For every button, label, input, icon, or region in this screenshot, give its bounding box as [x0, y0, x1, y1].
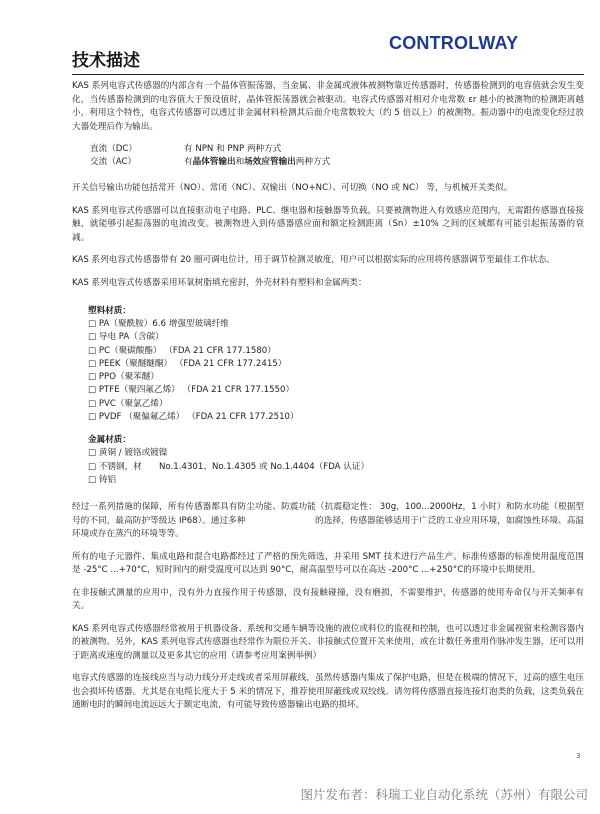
list-item: □ 不锈钢，材 No.1.4301、No.1.4305 或 No.1.4404（FDA 认证） — [88, 461, 370, 472]
plastic-materials — [88, 304, 584, 424]
mode-desc-bold: 场效应管输出 — [244, 157, 296, 167]
plastic-title: 塑料材质： — [88, 306, 131, 316]
list-item: □ PEEK（聚醚醚酮） （FDA 21 CFR 177.2415） — [88, 358, 287, 369]
mode-row-ac — [90, 156, 584, 169]
metal-materials — [88, 433, 584, 487]
mode-desc-text: 和 — [235, 157, 245, 167]
mode-label: 直流（DC） — [90, 144, 137, 154]
list-item: □ PTFE（聚四氟乙烯） （FDA 21 CFR 177.1550） — [88, 385, 295, 396]
mode-desc-bold: 晶体管输出 — [192, 157, 236, 167]
list-item: □ 铸铝 — [88, 474, 117, 485]
metal-title: 金属材质： — [88, 435, 131, 446]
paragraph-lifetime: 在非接触式测量的应用中，没有外力直接作用于传感器，没有接触碰撞，没有磨损，不需要维护，传感器的使用寿命仅与开关频率有关。 — [72, 587, 584, 612]
paragraph-protection: 经过一系列措施的保障，所有传感器都具有防尘功能、防震功能（抗震稳定性： 30g，100...2000Hz，1 小时）和防水功能（根据型号的不同，最高防护等级达 IP68）。通过多种 的选择，传感器能够适用于广泛的工业应用环境，如腐蚀性环境、高温环境或存在蒸汽的环境等等。 — [72, 502, 584, 540]
page-title: 技术描述 — [72, 51, 140, 71]
mode-label: 交流（AC） — [90, 157, 137, 167]
list-item: □ PVDF （聚偏氟乙烯） （FDA 21 CFR 177.2510） — [88, 412, 299, 423]
page-number: 3 — [576, 752, 581, 760]
paragraph-applications: KAS 系列电容式传感器经常被用于机器设备、系统和交通车辆等设施的液位或料位的监视和控制，也可以透过非金属视窗来检测容器内的被测物。另外，KAS 系列电容式传感器也经常作为限位开关、非接触式位置开关来使用，或在计数任务重用作脉冲发生器，还可以用于距离或速度的测量以及更多其它的应用（请参考应用案例举例） — [72, 623, 584, 661]
mode-desc-text: 两种方式 — [295, 157, 331, 167]
paragraph-switch-output: 开关信号输出功能包括常开（NO）、常闭（NC）、双输出（NO+NC）、可切换（NO 或 NC） 等，与机械开关类似。 — [72, 183, 513, 193]
output-modes — [90, 143, 584, 169]
paragraph-temperature: 所有的电子元器件、集成电路和混合电路都经过了严格的预先筛选，并采用 SMT 技术进行产品生产。标准传感器的标准使用温度范围是 -25°C ...+70°C，短时间内的耐受温度可以达到 90°C，耐高温型号可以在高达 -200°C ...+250°C的环境中长期使用。 — [72, 551, 584, 576]
mode-desc — [184, 156, 330, 169]
paragraph-potentiometer: KAS 系列电容式传感器带有 20 圈可调电位计，用于调节检测灵敏度，用户可以根据实际的应用将传感器调节至最佳工作状态。 — [72, 255, 555, 265]
brand-logo: CONTROLWAY — [389, 33, 519, 53]
title-divider — [72, 74, 584, 75]
materials-list — [88, 304, 584, 487]
intro-paragraph: KAS 系列电容式传感器的内部含有一个晶体管振荡器，当金属、非金属或液体被测物靠近传感器时，传感器检测到的电容值就会发生变化，当传感器检测到的电容值大于预设值时，晶体管振荡器就会被驱动。电容式传感器对相对介电常数 εr 越小的被测物的检测距离越小，利用这个特性，电容式传感器可以透过非金属材料检测其后面介电常数较大（约 5 倍以上）的被测物。振动器中的电流变化经过放大器处理后作为输出。 — [72, 81, 584, 132]
list-item: □ PVC（聚氯乙烯） — [88, 398, 168, 409]
list-item: □ PA（聚酰胺）6.6 增强型玻璃纤维 — [88, 319, 229, 329]
document-body — [72, 80, 584, 722]
mode-desc-text: 有 — [184, 157, 193, 167]
mode-desc: 有 NPN 和 PNP 两种方式 — [184, 144, 282, 154]
paragraph-wiring: 电容式传感器的连接线应当与动力线分开走线或者采用屏蔽线，虽然传感器内集成了保护电路，但是在极端的情况下，过高的感生电压也会损坏传感器。尤其是在电缆长度大于 5 米的情况下，推荐使用屏蔽线或双绞线。请勿将传感器直接连接灯泡类的负载，这类负载在通断电时的瞬间电流远远大于额定电流，有可能导致传感器输出电路的损坏。 — [72, 673, 584, 711]
paragraph-load-drive: KAS 系列电容式传感器可以直接驱动电子电路、PLC、继电器和接触器等负载。只要被测物进入有效感应范围内，无需跟传感器直接接触，就能够引起振荡器的电流改变。被测物进入到传感器感应面和额定检测距离（Sn）±10% 之间的区域都有可能引起振荡器的衰减。 — [72, 205, 584, 243]
mode-row-dc — [90, 143, 584, 156]
list-item: □ 导电 PA（含碳） — [88, 332, 164, 343]
list-item: □ 黄铜 / 镀铬或镀镍 — [88, 448, 168, 459]
publisher-watermark: 图片发布者：科瑞工业自动化系统（苏州）有限公司 — [300, 787, 588, 802]
list-item: □ PC（聚碳酸酯） （FDA 21 CFR 177.1580） — [88, 345, 276, 356]
paragraph-housing: KAS 系列电容式传感器采用环氧树脂填充密封，外壳材料有塑料和金属两类： — [72, 277, 367, 288]
list-item: □ PPO（聚苯醚） — [88, 372, 159, 383]
